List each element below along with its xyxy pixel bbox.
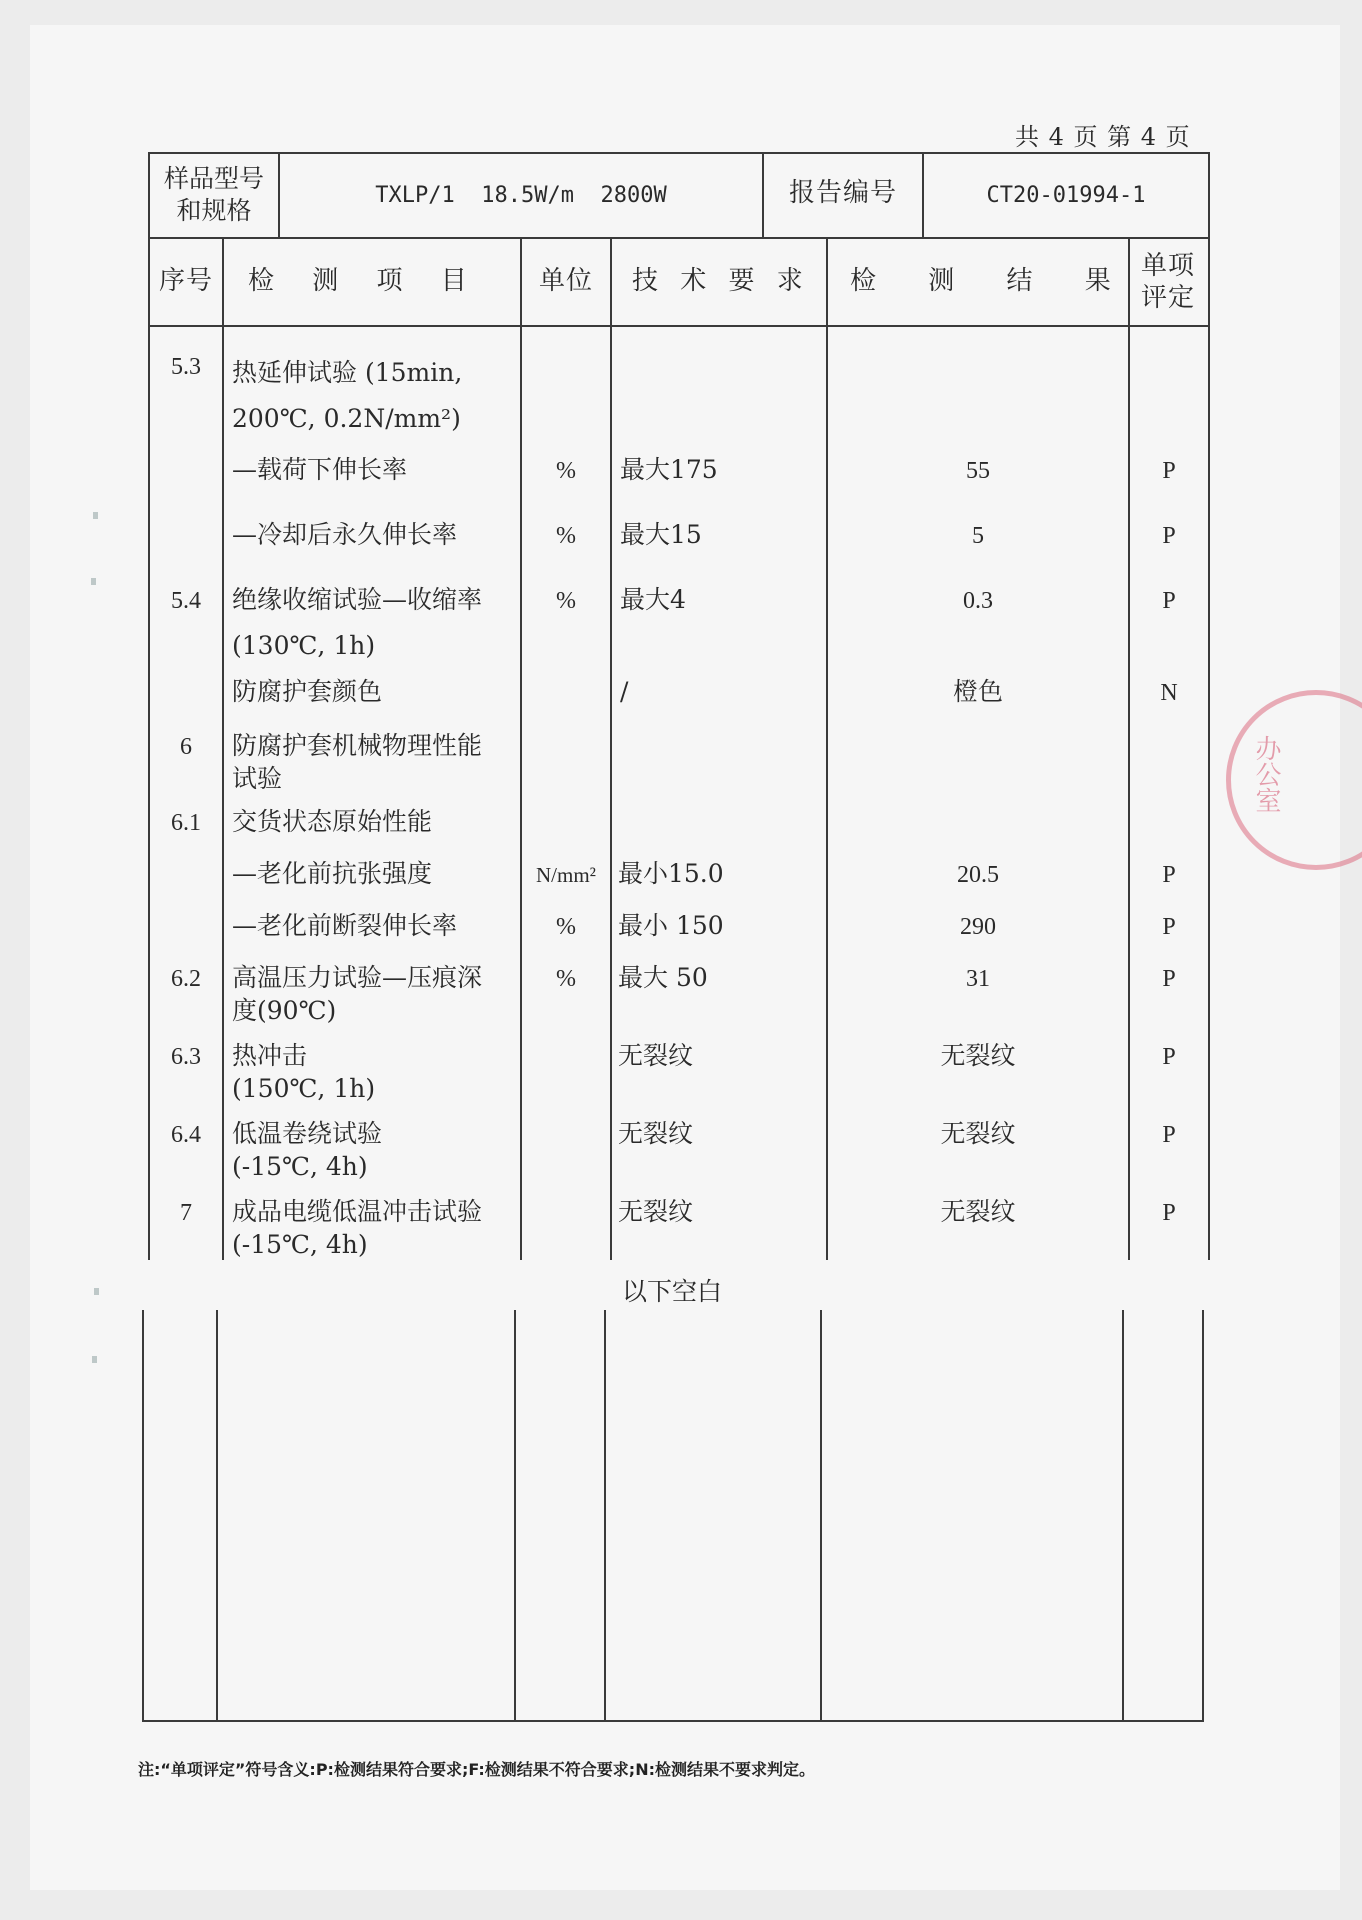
row-item: —老化前抗张强度 xyxy=(232,859,433,888)
col-unit: 单位 xyxy=(538,266,593,296)
col-result: 检 测 结 果 xyxy=(850,266,1112,296)
row-unit: % xyxy=(556,458,576,484)
row-req: 无裂纹 xyxy=(618,1197,694,1226)
page-number: 共 4 页 第 4 页 xyxy=(1015,123,1191,151)
row-eval: P xyxy=(1162,966,1176,992)
row-unit: % xyxy=(556,914,576,940)
row-result: 20.5 xyxy=(957,862,999,888)
row-result: 橙色 xyxy=(952,677,1003,706)
scan-speck xyxy=(92,1356,97,1363)
scan-speck xyxy=(91,578,96,585)
row-req: / xyxy=(620,677,629,706)
row-unit: N/mm² xyxy=(536,863,596,887)
row-result: 31 xyxy=(966,966,990,992)
model-label: 样品型号和规格 xyxy=(163,164,264,225)
row-seq: 5.3 xyxy=(171,354,201,380)
row-item: —冷却后永久伸长率 xyxy=(232,520,458,549)
row-eval: P xyxy=(1162,458,1176,484)
row-req: 最大 50 xyxy=(618,963,708,992)
col-seq: 序号 xyxy=(158,266,213,296)
row-seq: 5.4 xyxy=(171,588,201,614)
row-unit: % xyxy=(556,588,576,614)
row-seq: 6 xyxy=(180,734,192,760)
row-req: 最小 150 xyxy=(618,911,724,940)
row-result: 无裂纹 xyxy=(940,1041,1016,1070)
row-result: 0.3 xyxy=(963,588,993,614)
row-item-detail: 度(90℃) xyxy=(232,996,337,1025)
col-req: 技 术 要 求 xyxy=(632,266,804,296)
row-item: —老化前断裂伸长率 xyxy=(232,911,458,940)
report-value: CT20-01994-1 xyxy=(986,183,1146,208)
row-eval: N xyxy=(1160,680,1178,706)
row-result: 290 xyxy=(960,914,996,940)
row-item: 防腐护套颜色 xyxy=(232,677,383,706)
blank-below-note: 以下空白 xyxy=(622,1277,723,1306)
row-seq: 6.1 xyxy=(171,810,201,836)
scan-speck xyxy=(93,512,98,519)
stamp-text: 办公室 xyxy=(1251,735,1281,813)
row-unit: % xyxy=(556,523,576,549)
row-item: 热冲击 xyxy=(232,1041,308,1070)
row-result: 无裂纹 xyxy=(940,1119,1016,1148)
row-eval: P xyxy=(1162,914,1176,940)
row-eval: P xyxy=(1162,1200,1176,1226)
row-item: 防腐护套机械物理性能 xyxy=(232,731,483,760)
scan-speck xyxy=(94,1288,99,1295)
row-eval: P xyxy=(1162,588,1176,614)
col-item: 检 测 项 目 xyxy=(248,266,468,296)
row-item-detail: (-15℃, 4h) xyxy=(232,1152,368,1181)
row-req: 最大175 xyxy=(620,455,718,484)
row-item-detail: 试验 xyxy=(232,764,283,793)
row-item-detail: (150℃, 1h) xyxy=(232,1074,376,1103)
row-item: 成品电缆低温冲击试验 xyxy=(232,1197,483,1226)
row-item: 低温卷绕试验 xyxy=(232,1119,383,1148)
row-req: 无裂纹 xyxy=(618,1119,694,1148)
row-item-detail: (-15℃, 4h) xyxy=(232,1230,368,1259)
row-eval: P xyxy=(1162,862,1176,888)
row-result: 无裂纹 xyxy=(940,1197,1016,1226)
row-seq: 7 xyxy=(180,1200,192,1226)
row-unit: % xyxy=(556,966,576,992)
row-eval: P xyxy=(1162,1122,1176,1148)
row-item: 高温压力试验—压痕深 xyxy=(232,963,483,992)
row-item-detail: (130℃, 1h) xyxy=(232,631,376,660)
col-eval: 单项评定 xyxy=(1140,251,1195,313)
row-eval: P xyxy=(1162,1044,1176,1070)
row-item: —载荷下伸长率 xyxy=(232,455,408,484)
row-seq: 6.2 xyxy=(171,966,201,992)
row-item: 绝缘收缩试验—收缩率 xyxy=(232,585,483,614)
row-req: 最大4 xyxy=(620,585,686,614)
row-req: 最小15.0 xyxy=(618,859,724,888)
row-eval: P xyxy=(1162,523,1176,549)
row-item: 热延伸试验 (15min, 200℃, 0.2N/mm²) xyxy=(232,358,463,433)
row-result: 55 xyxy=(966,458,990,484)
row-seq: 6.3 xyxy=(171,1044,201,1070)
row-req: 最大15 xyxy=(620,520,702,549)
row-result: 5 xyxy=(972,523,984,549)
report-label: 报告编号 xyxy=(788,178,897,208)
footnote: 注:“单项评定”符号含义:P:检测结果符合要求;F:检测结果不符合要求;N:检测结果不要求判定。 xyxy=(138,1760,815,1779)
row-seq: 6.4 xyxy=(171,1122,201,1148)
row-item: 交货状态原始性能 xyxy=(232,807,433,836)
row-req: 无裂纹 xyxy=(618,1041,694,1070)
model-value: TXLP/1 18.5W/m 2800W xyxy=(375,183,667,208)
